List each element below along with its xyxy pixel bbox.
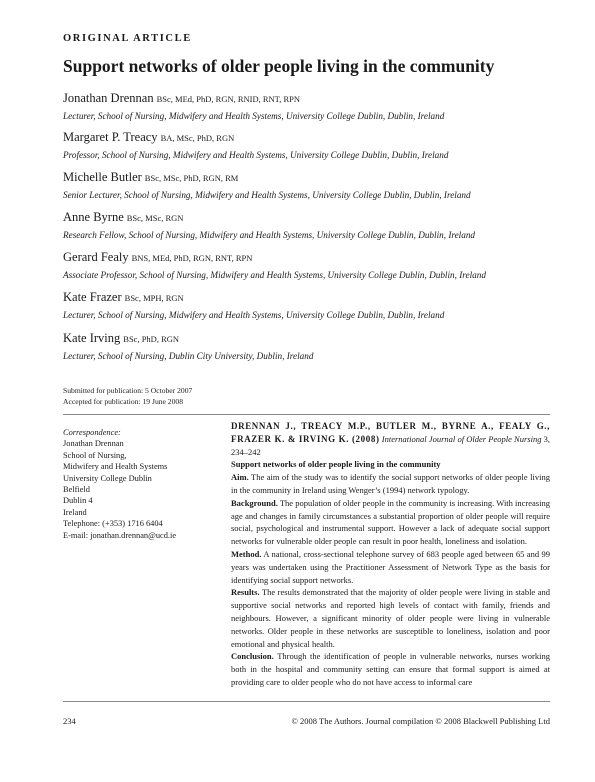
correspondence-line: Midwifery and Health Systems [63,462,168,472]
divider-top [63,414,550,415]
correspondence-line: Jonathan Drennan [63,439,124,449]
author-name-line [63,170,563,185]
citation-volume: 3, 234–242 [231,433,551,457]
page-number: 234 [63,716,76,726]
author-degrees: BSc, MEd, PhD, RGN, RNID, RNT, RPN [156,94,301,104]
author-name: Anne Byrne [63,210,124,224]
author-name-line [63,290,563,305]
submitted-date: Submitted for publication: 5 October 2007 [63,386,193,395]
author-affiliation: Lecturer, School of Nursing, Dublin City University, Dublin, Ireland [63,351,314,361]
abstract [231,420,550,689]
author-affiliation: Research Fellow, School of Nursing, Midwifery and Health Systems, University College Dublin, Dublin, Ireland [63,230,476,240]
correspondence-line: Telephone: (+353) 1716 6404 [63,519,163,529]
abstract-text: The population of older people in the community is increasing. With increasing age and changes in family circumstances a substantial proportion of older people will require social, psychological and instrumental support. However a lack of adequate social support networks for vulnerable older people can result in poor health, loneliness and isolation. [231,497,550,547]
correspondence-block [63,427,223,541]
author-name-line [63,331,563,346]
author-name: Michelle Butler [63,170,142,184]
section-label: ORIGINAL ARTICLE [63,33,192,44]
abstract-heading: Results. [231,587,260,598]
author-affiliation: Associate Professor, School of Nursing, Midwifery and Health Systems, University College Dublin, Dublin, Ireland [63,270,486,280]
abstract-heading: Background. [231,497,278,508]
author-affiliation: Lecturer, School of Nursing, Midwifery and Health Systems, University College Dublin, Dublin, Ireland [63,111,445,121]
abstract-section [231,650,550,688]
author-name: Kate Irving [63,331,121,345]
author-name-line [63,210,563,225]
author-entry [63,290,563,320]
abstract-heading: Method. [231,548,262,559]
abstract-text: The results demonstrated that the majority of older people were living in stable and supportive social networks and reported high levels of contact with family, friends and neighbours. However, a significant minority of older people were living in vulnerable networks. Older people in these networks are susceptible to loneliness, isolation and poor emotional and physical health. [231,587,550,649]
publication-dates [63,386,192,407]
citation [231,420,550,458]
correspondence-label: Correspondence: [63,428,121,437]
author-entry [63,250,563,280]
abstract-section [231,586,550,650]
author-degrees: BSc, MPH, RGN [124,293,184,303]
copyright: © 2008 The Authors. Journal compilation © 2008 Blackwell Publishing Ltd [291,716,550,726]
article-title: Support networks of older people living in the community [63,56,495,76]
author-affiliation: Lecturer, School of Nursing, Midwifery and Health Systems, University College Dublin, Dublin, Ireland [63,310,445,320]
abstract-text: A national, cross-sectional telephone survey of 683 people aged between 65 and 99 years was undertaken using the Practitioner Assessment of Network Type as the basis for identifying social support networks. [231,548,550,585]
correspondence-line: School of Nursing, [63,450,127,460]
author-name-line [63,130,563,145]
abstract-section [231,497,550,548]
author-degrees: BA, MSc, PhD, RGN [160,133,235,143]
author-degrees: BNS, MEd, PhD, RGN, RNT, RPN [131,253,253,263]
divider-bottom [63,701,550,702]
author-name: Margaret P. Treacy [63,130,158,144]
author-entry [63,210,563,240]
author-entry [63,331,563,361]
author-name-line [63,250,563,265]
author-entry [63,91,563,121]
correspondence-line: Dublin 4 [63,496,93,506]
correspondence-line: Ireland [63,507,87,517]
author-name: Jonathan Drennan [63,91,154,105]
abstract-heading: Conclusion. [231,651,274,662]
abstract-section [231,471,550,497]
abstract-title: Support networks of older people living in the community [231,459,441,470]
correspondence-line: University College Dublin [63,473,152,483]
author-name-line [63,91,563,106]
author-entry [63,170,563,200]
abstract-text: The aim of the study was to identify the social support networks of older people living in the community in Ireland using Wenger’s (1994) network typology. [231,472,550,495]
author-name: Gerard Fealy [63,250,129,264]
abstract-section [231,548,550,586]
author-degrees: BSc, PhD, RGN [123,334,180,344]
author-degrees: BSc, MSc, RGN [126,213,184,223]
accepted-date: Accepted for publication: 19 June 2008 [63,396,183,406]
author-degrees: BSc, MSc, PhD, RGN, RM [144,173,239,183]
correspondence-line: E-mail: jonathan.drennan@ucd.ie [63,530,177,540]
author-entry [63,130,563,160]
author-name: Kate Frazer [63,290,122,304]
author-affiliation: Senior Lecturer, School of Nursing, Midwifery and Health Systems, University College Dublin, Dublin, Ireland [63,190,471,200]
citation-authors: DRENNAN J., TREACY M.P., BUTLER M., BYRNE A., FEALY G., FRAZER K. & IRVING K. (2008) [231,421,550,444]
citation-journal: International Journal of Older People Nursing [381,433,542,444]
abstract-text: Through the identification of people in vulnerable networks, nurses working both in the hospital and community setting can ensure that formal support is aimed at providing care to older people who do not have access to informal care [231,651,550,687]
correspondence-line: Belfield [63,485,90,495]
abstract-heading: Aim. [231,472,249,483]
author-affiliation: Professor, School of Nursing, Midwifery and Health Systems, University College Dublin, Dublin, Ireland [63,150,449,160]
